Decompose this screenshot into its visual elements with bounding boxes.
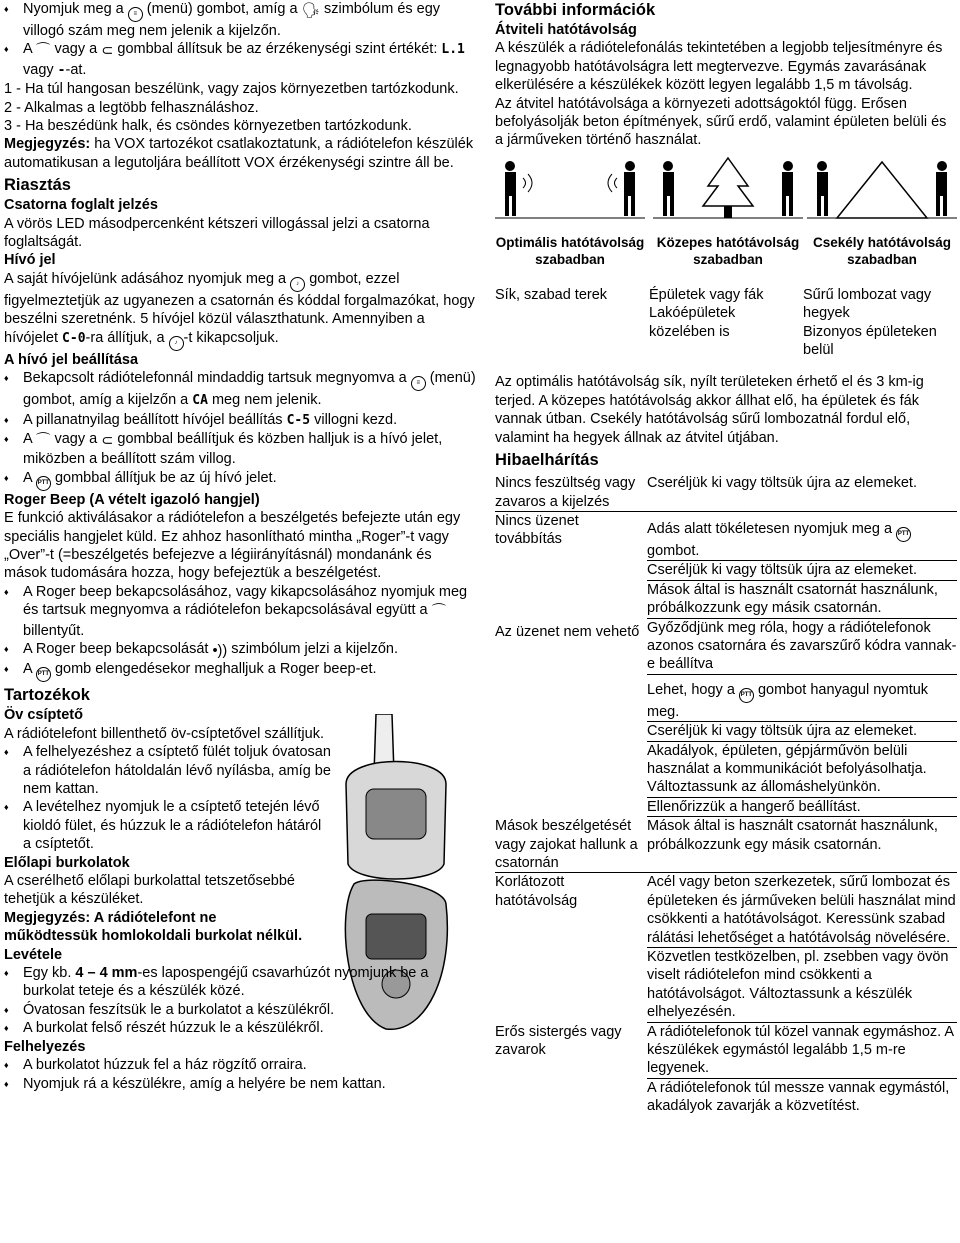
lcd-ca: CA xyxy=(192,393,208,409)
list-item: ♦ Óvatosan feszítsük le a burkolatot a készülékről. xyxy=(4,1001,478,1019)
vox-note: Megjegyzés: ha VOX tartozékot csatlakoztatunk, a rádiótelefon készülék automatikusan a legutoljára beállított VOX érzékenységi szintre áll be. xyxy=(4,136,474,171)
lcd-c0: C-0 xyxy=(62,330,86,346)
list-item: ♦ A burkolat felső részét húzzuk le a készülékről. xyxy=(4,1019,478,1037)
set-heading: A hívó jel beállítása xyxy=(4,351,139,368)
list-item: ♦ Nyomjuk meg a ≡ (menü) gombot, amíg a 🗣 szimbólum és egy villogó szám meg nem jelenik a kijelzőn. xyxy=(4,0,478,40)
vox-level-3: 3 - Ha beszédünk halk, és csöndes környezetben tartózkodunk. xyxy=(4,118,412,135)
list-item: ♦ A Roger beep bekapcsolásához, vagy kikapcsolásához nyomjuk meg és tartsuk megnyomva a rádiótelefon bekapcsolásával együtt a ⌒ billentyűt. xyxy=(4,583,478,640)
removal-heading: Levétele xyxy=(4,946,63,963)
busy-text: A vörös LED másodpercenként kétszeri villogással jelzi a csatorna foglaltságát. xyxy=(4,215,430,251)
up-button-icon: ⌒ xyxy=(35,432,51,449)
menu-button-icon: ≡ xyxy=(411,376,426,391)
left-column xyxy=(4,0,478,1093)
lcd-dash: - xyxy=(57,62,66,78)
env-dense: Sűrű lombozat vagy hegyek Bizonyos épületeken belül xyxy=(803,286,937,359)
menu-button-icon: ≡ xyxy=(128,7,143,22)
list-item: ♦ A PTT gombbal állítjuk be az új hívó jelet. xyxy=(4,469,478,491)
list-item: ♦ A ⌒ vagy a ⊂ gombbal állítsuk be az érzékenységi szint értékét: L.1 vagy --at. xyxy=(4,40,478,80)
roger-heading: Roger Beep (A vételt igazoló hangjel) xyxy=(4,491,260,508)
env-open: Sík, szabad terek xyxy=(495,286,608,303)
roger-text: E funkció aktiválásakor a rádiótelefon a beszélgetés befejezte után egy speciális hangjelet küld. Ez ahhoz hasonlítható mintha „Roger”-t vagy „Over”-t (=beszélgetés befejezve a légiirányításnál) mondanánk és mások tudomására hozza, hogy befejeztük a beszélgetést. xyxy=(4,510,461,582)
call-text: A saját hívójelünk adásához nyomjuk meg a ♪ gombot, ezzel figyelmeztetjük az ugyanezen a csatornán és kóddal forgalmazókat, hogy beszélni szeretnénk. 5 hívójel közül választhatunk. Amennyiben a hívójelet C-0-ra állítjuk, a ♪ -t kikapcsoljuk. xyxy=(4,270,478,351)
caption-medium: Közepes hatótávolság szabadban xyxy=(656,234,800,267)
env-buildings: Épületek vagy fák Lakóépületek közelében is xyxy=(649,286,764,340)
ptt-button-icon: PTT xyxy=(739,688,754,703)
fitting-heading: Felhelyezés xyxy=(4,1038,86,1055)
table-row: Az üzenet nem vehető Győződjünk meg róla, hogy a rádiótelefonok azonos csatornára és zavarszűrő kódra vannak-e beállítva Lehet, hogy a PTT gombot hanyagul nyomtuk meg. Cseréljük ki vagy töltsük újra az elemeket. Akadályok, épületen, gépjárművön belüli használat a kommunikációt befolyásolhatja. Változtassunk az állomáshelyünkön. Ellenőrizzük a hangerő beállítást. xyxy=(495,619,957,818)
roger-beep-icon: •)) xyxy=(212,642,228,659)
range-heading: Átviteli hatótávolság xyxy=(495,22,637,38)
table-row: Mások beszélgetését vagy zajokat hallunk a csatornán Mások által is használt csatornát használunk, próbálkozzunk egy másik csatornán. xyxy=(495,817,957,873)
table-row: Erős sistergés vagy zavarok A rádiótelefonok túl közel vannak egymáshoz. A készülékek egymástól legalább 1,5 m-re legyenek. A rádiótelefonok túl messze vannak egymástól, akadályok zavarják a közvetítést. xyxy=(495,1023,957,1116)
cover-heading: Előlapi burkolatok xyxy=(4,854,130,871)
table-row: Nincs feszültség vagy zavaros a kijelzés Cseréljük ki vagy töltsük újra az elemeket. xyxy=(495,474,957,512)
busy-heading: Csatorna foglalt jelzés xyxy=(4,197,158,214)
list-item: ♦ A pillanatnyilag beállított hívójel beállítás C-5 villogni kezd. xyxy=(4,411,478,430)
call-button-icon: ♪ xyxy=(290,277,305,292)
up-button-icon: ⌒ xyxy=(35,43,51,60)
range-illustrations xyxy=(495,156,957,226)
vox-icon: 🗣 xyxy=(301,3,320,19)
environment-row xyxy=(495,286,957,360)
mountain-illustration xyxy=(807,156,957,226)
lcd-c5: C-5 xyxy=(286,412,311,428)
range-text: Az átvitel hatótávolsága a környezeti adottságoktól függ. Erősen befolyásolják beton építmények, sűrű erdő, valamint épületen belüli és a járműveken történő használat. xyxy=(495,95,947,149)
alarm-heading: Riasztás xyxy=(4,176,71,195)
cover-note: Megjegyzés: A rádiótelefont ne működtessük homlokoldali burkolat nélkül. xyxy=(4,909,303,945)
list-item: ♦ A PTT gomb elengedésekor meghalljuk a Roger beep-et. xyxy=(4,660,478,682)
down-button-icon: ⊂ xyxy=(101,43,114,60)
open-field-illustration xyxy=(495,156,645,226)
ptt-button-icon: PTT xyxy=(36,476,51,491)
call-button-icon: ♪ xyxy=(169,336,184,351)
down-button-icon: ⊂ xyxy=(101,432,114,449)
list-item: ♦ Nyomjuk rá a készülékre, amíg a helyére be nem kattan. xyxy=(4,1075,478,1093)
call-heading: Hívó jel xyxy=(4,252,56,269)
caption-low: Csekély hatótávolság szabadban xyxy=(812,234,952,267)
lcd-l1: L.1 xyxy=(441,42,465,58)
vox-level-1: 1 - Ha túl hangosan beszélünk, vagy zajos környezetben tartózkodunk. xyxy=(4,81,459,98)
clip-heading: Öv csíptető xyxy=(4,707,83,724)
list-item: ♦ Bekapcsolt rádiótelefonnál mindaddig tartsuk megnyomva a ≡ (menü) gombot, amíg a kijelzőn a CA meg nem jelenik. xyxy=(4,369,478,410)
cover-text: A cserélhető előlapi burkolattal tetszetősebbé tehetjük a készüléket. xyxy=(4,873,295,908)
troubleshooting-heading: Hibaelhárítás xyxy=(495,451,599,470)
list-item: ♦ Egy kb. 4 – 4 mm-es lapospengéjű csavarhúzót nyomjunk be a burkolat teteje és a készülék közé. xyxy=(4,964,478,1001)
ptt-button-icon: PTT xyxy=(36,667,51,682)
vox-level-2: 2 - Alkalmas a legtöbb felhasználáshoz. xyxy=(4,99,259,116)
table-row: Korlátozott hatótávolság Acél vagy beton szerkezetek, sűrű lombozat és épületeken és járműveken belüli használat mind csökkenti a hatótávolságot. Keressünk szabad rálátási lehetőséget a hatótávolság növelésére. Közvetlen testközelben, pl. zsebben vagy övön viselt rádiótelefon mind csökkenti a hatótávolságot. Változtassunk a készülék elhelyezésén. xyxy=(495,873,957,1022)
troubleshooting-table xyxy=(495,474,957,1116)
list-item: ♦ A Roger beep bekapcsolását •)) szimbólum jelzi a kijelzőn. xyxy=(4,640,478,660)
list-item: ♦ A ⌒ vagy a ⊂ gombbal beállítjuk és közben halljuk is a hívó jelet, miközben a beállított szám villog. xyxy=(4,430,478,469)
range-summary: Az optimális hatótávolság sík, nyílt területeken érhető el és 3 km-ig terjed. A közepes hatótávolság akkor állhat elő, ha épületek és fák vannak útban. Csekély hatótávolság sűrű lombozatnál fordul elő, valamint ha hegyek állnak az átvitel útjában. xyxy=(495,374,924,446)
list-item: ♦ A levételhez nyomjuk le a csíptető tetején lévő kioldó fület, és húzzuk le a rádiótelefon hátáról a csíptetőt. xyxy=(4,798,333,853)
list-item: ♦ A burkolatot húzzuk fel a ház rögzítő orraira. xyxy=(4,1056,478,1074)
accessories-heading: Tartozékok xyxy=(4,686,90,705)
up-button-icon: ⌒ xyxy=(431,604,447,621)
list-item: ♦ A felhelyezéshez a csíptető fülét toljuk óvatosan a rádiótelefon hátoldalán lévő nyílásba, amíg be nem kattan. xyxy=(4,743,333,798)
info-heading: További információk xyxy=(495,1,656,19)
table-row: Nincs üzenet továbbítás Adás alatt tökéletesen nyomjuk meg a PTT gombot. Cseréljük ki vagy töltsük újra az elemeket. Mások által is használt csatornát használunk, próbálkozzunk egy másik csatornán. xyxy=(495,512,957,619)
right-column xyxy=(495,0,957,1116)
ptt-button-icon: PTT xyxy=(896,527,911,542)
range-text: A készülék a rádiótelefonálás tekintetében a legjobb teljesítményre és legnagyobb hatótávolságra lett megtervezve. Egymás zavarásának elkerülésére a készülékek között legyen legalább 1,5 m távolság. xyxy=(495,40,943,94)
trees-illustration xyxy=(653,156,803,226)
caption-optimal: Optimális hatótávolság szabadban xyxy=(495,234,645,267)
clip-section xyxy=(4,706,478,945)
clip-text: A rádiótelefont billenthető öv-csíptetővel szállítjuk. xyxy=(4,725,324,742)
